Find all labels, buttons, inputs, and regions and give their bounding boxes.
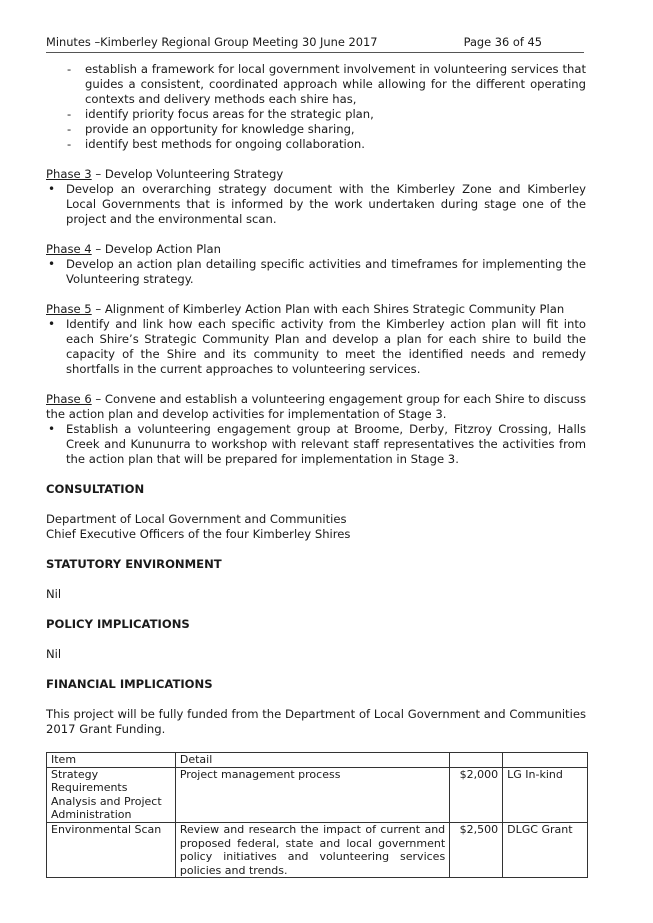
bullet-item: • Identify and link how each specific activity from the Kimberley action plan will fit into each Shire’s Strategic Community Plan and develop a plan for each shire to build the capacity of the Shire and its community to meet the identified needs and remedy shortfalls in the current approaches to volunteering services. xyxy=(46,317,586,377)
statutory-heading: STATUTORY ENVIRONMENT xyxy=(46,557,222,571)
phase-bullets xyxy=(46,257,586,287)
phase-label: Phase 5 xyxy=(46,302,92,316)
table-cell-source: DLGC Grant xyxy=(503,822,588,877)
financial-text: This project will be fully funded from the Department of Local Government and Communities 2017 Grant Funding. xyxy=(46,707,586,736)
table-header-row xyxy=(47,753,588,768)
consultation-line: Chief Executive Officers of the four Kimberley Shires xyxy=(46,527,351,541)
document-body xyxy=(46,62,586,737)
table-cell-source: LG In-kind xyxy=(503,767,588,822)
phase-bullets xyxy=(46,422,586,467)
table-header-cell: Detail xyxy=(175,753,449,768)
dash-item: - identify best methods for ongoing collaboration. xyxy=(67,137,586,152)
financial-heading: FINANCIAL IMPLICATIONS xyxy=(46,677,213,691)
dash-item: - identify priority focus areas for the strategic plan, xyxy=(67,107,586,122)
table-header-cell: Item xyxy=(47,753,176,768)
phase-6 xyxy=(46,392,586,467)
consultation-line: Department of Local Government and Communities xyxy=(46,512,347,526)
table-cell-amount: $2,000 xyxy=(450,767,503,822)
policy-heading: POLICY IMPLICATIONS xyxy=(46,617,190,631)
table-cell-item: Environmental Scan xyxy=(47,822,176,877)
intro-dash-list xyxy=(67,62,586,152)
phase-label: Phase 3 xyxy=(46,167,92,181)
table-row xyxy=(47,767,588,822)
bullet-item: • Establish a volunteering engagement group at Broome, Derby, Fitzroy Crossing, Halls Creek and Kununurra to workshop with relevant staff representatives the activities from the action plan that will be prepared for implementation in Stage 3. xyxy=(46,422,586,467)
bullet-item: • Develop an overarching strategy document with the Kimberley Zone and Kimberley Local Governments that is informed by the work undertaken during stage one of the project and the environmental scan. xyxy=(46,182,586,227)
phase-title-text: – Alignment of Kimberley Action Plan with each Shires Strategic Community Plan xyxy=(91,302,565,316)
policy-text: Nil xyxy=(46,647,62,661)
phase-title xyxy=(46,392,586,422)
phase-title xyxy=(46,167,586,182)
page-header xyxy=(46,35,584,53)
phase-title-text: – Convene and establish a volunteering engagement group for each Shire to discuss the action plan and develop activities for implementation of Stage 3. xyxy=(46,392,586,421)
phase-title xyxy=(46,242,586,257)
consultation-text xyxy=(46,512,586,542)
phase-4 xyxy=(46,242,586,287)
header-title: Minutes –Kimberley Regional Group Meeting 30 June 2017 xyxy=(46,35,378,49)
phase-bullets xyxy=(46,182,586,227)
phase-5 xyxy=(46,302,586,377)
page-number: Page 36 of 45 xyxy=(463,35,542,49)
dash-item: - establish a framework for local government involvement in volunteering services that guides a consistent, coordinated approach while allowing for the different operating contexts and delivery methods each shire has, xyxy=(67,62,586,107)
table-cell-detail: Review and research the impact of current and proposed federal, state and local government policy initiatives and volunteering services policies and trends. xyxy=(175,822,449,877)
table-row xyxy=(47,822,588,877)
consultation-heading: CONSULTATION xyxy=(46,482,145,496)
phase-title-text: – Develop Volunteering Strategy xyxy=(91,167,284,181)
table-header-cell xyxy=(450,753,503,768)
phase-bullets xyxy=(46,317,586,377)
dash-item: - provide an opportunity for knowledge sharing, xyxy=(67,122,586,137)
phase-label: Phase 4 xyxy=(46,242,92,256)
phase-title-text: – Develop Action Plan xyxy=(91,242,221,256)
statutory-text: Nil xyxy=(46,587,62,601)
table-cell-item: Strategy Requirements Analysis and Project Administration xyxy=(47,767,176,822)
table-header-cell xyxy=(503,753,588,768)
bullet-item: • Develop an action plan detailing specific activities and timeframes for implementing the Volunteering strategy. xyxy=(46,257,586,287)
phase-label: Phase 6 xyxy=(46,392,92,406)
phase-title xyxy=(46,302,586,317)
funding-table xyxy=(46,752,588,878)
phase-3 xyxy=(46,167,586,227)
table-cell-amount: $2,500 xyxy=(450,822,503,877)
table-cell-detail: Project management process xyxy=(175,767,449,822)
